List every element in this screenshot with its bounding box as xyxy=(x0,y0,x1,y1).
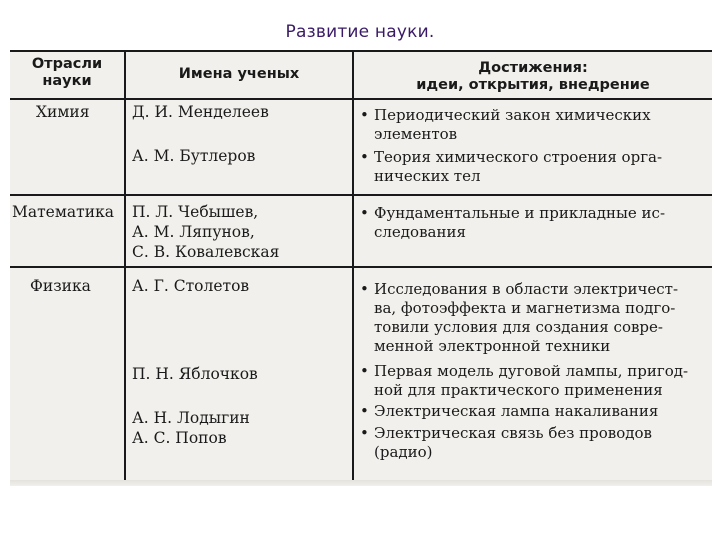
bullet-icon: • xyxy=(360,280,369,298)
achievement-line: ной для практического применения xyxy=(374,381,663,399)
achievement-line: Теория химического строения орга- xyxy=(374,148,663,166)
achievement-line: Первая модель дуговой лампы, пригод- xyxy=(374,362,689,380)
scientist-popov: А. С. Попов xyxy=(132,429,227,447)
scientist-butlerov: А. М. Бутлеров xyxy=(132,147,256,165)
page-title: Развитие науки. xyxy=(285,22,435,42)
scientist-kovalevskaya: С. В. Ковалевская xyxy=(132,243,280,261)
header-divider xyxy=(10,98,712,100)
achievement-periodic-law xyxy=(360,106,651,144)
header-names: Имена ученых xyxy=(178,66,300,82)
achievement-line: следования xyxy=(374,223,466,241)
table-top-border xyxy=(10,50,712,52)
achievement-arc-lamp xyxy=(360,362,688,400)
header-achievements-line1: Достижения: xyxy=(478,60,588,76)
achievement-electricity-research xyxy=(360,280,678,356)
column-divider-1 xyxy=(124,50,126,486)
column-divider-2 xyxy=(352,50,354,486)
scientist-chebyshev: П. Л. Чебышев, xyxy=(132,203,259,221)
header-branch-line2: науки xyxy=(42,73,92,89)
branch-math: Математика xyxy=(12,203,114,221)
achievement-line: Электрическая связь без проводов xyxy=(374,424,652,442)
scientist-yablochkov: П. Н. Яблочков xyxy=(132,365,258,383)
scanned-table xyxy=(10,50,712,486)
header-achievements-line2: идеи, открытия, внедрение xyxy=(416,77,650,93)
scientist-lyapunov: А. М. Ляпунов, xyxy=(132,223,255,241)
achievement-line: Периодический закон химических xyxy=(374,106,651,124)
scientist-mendeleev: Д. И. Менделеев xyxy=(132,103,269,121)
achievement-line: (радио) xyxy=(374,443,433,461)
bullet-icon: • xyxy=(360,204,369,222)
achievement-line: нических тел xyxy=(374,167,481,185)
row-divider-chemistry xyxy=(10,194,712,196)
achievement-incandescent-lamp xyxy=(360,402,658,421)
scientist-stoletov: А. Г. Столетов xyxy=(132,277,250,295)
achievement-line: элементов xyxy=(374,125,458,143)
branch-chemistry: Химия xyxy=(36,103,90,121)
achievement-line: менной электронной техники xyxy=(374,337,611,355)
row-divider-math xyxy=(10,266,712,268)
header-branch xyxy=(10,56,124,90)
bullet-icon: • xyxy=(360,402,369,420)
bullet-icon: • xyxy=(360,106,369,124)
achievement-chemical-structure xyxy=(360,148,662,186)
achievement-fundamental-research xyxy=(360,204,665,242)
achievement-line: ва, фотоэффекта и магнетизма подго- xyxy=(374,299,676,317)
achievement-line: товили условия для создания совре- xyxy=(374,318,663,336)
achievement-line: Исследования в области электричест- xyxy=(374,280,679,298)
achievement-line: Электрическая лампа накаливания xyxy=(374,402,659,420)
achievement-line: Фундаментальные и прикладные ис- xyxy=(374,204,666,222)
header-achievements xyxy=(354,60,712,94)
page-bottom-edge xyxy=(10,480,712,486)
branch-physics: Физика xyxy=(30,277,91,295)
bullet-icon: • xyxy=(360,148,369,166)
achievement-radio xyxy=(360,424,652,462)
bullet-icon: • xyxy=(360,424,369,442)
header-branch-line1: Отрасли xyxy=(31,56,103,72)
scientist-lodygin: А. Н. Лодыгин xyxy=(132,409,250,427)
bullet-icon: • xyxy=(360,362,369,380)
